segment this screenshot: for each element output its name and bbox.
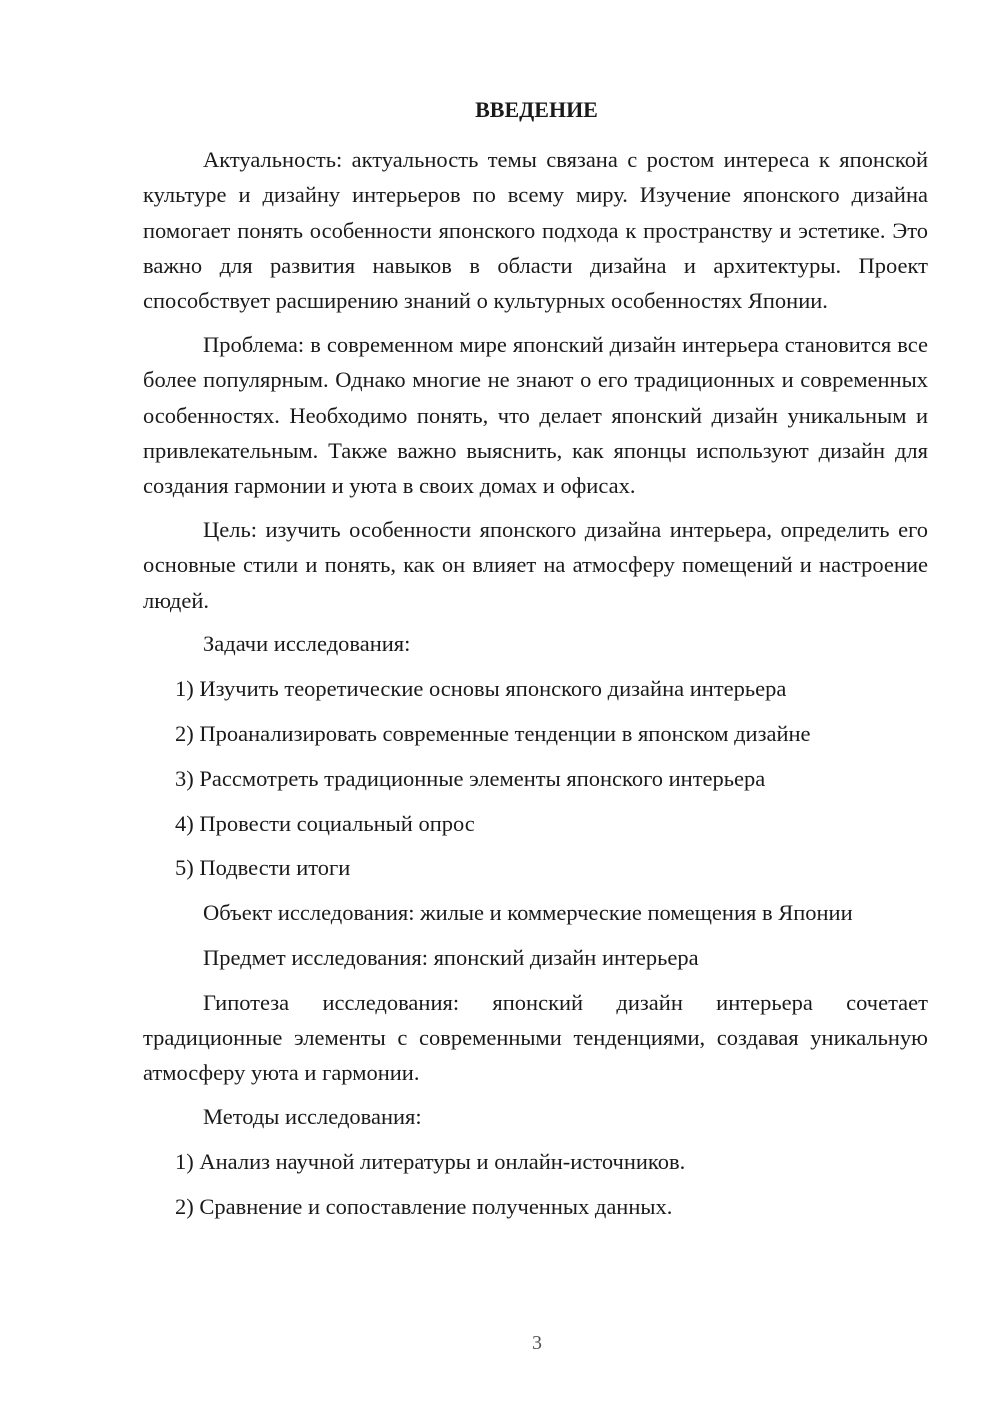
task-item: 3) Рассмотреть традиционные элементы японского интерьера [175,765,766,791]
method-item: 1) Анализ научной литературы и онлайн-источников. [175,1148,686,1174]
page-number: 3 [532,1332,542,1354]
goal-paragraph: Цель: изучить особенности японского дизайна интерьера, определить его основные стили и понять, как он влияет на атмосферу помещений и настроение людей. [143,516,928,613]
problem-paragraph: Проблема: в современном мире японский дизайн интерьера становится все более популярным. Однако многие не знают о его традиционных и современных особенностях. Необходимо понять, что делает японский дизайн уникальным и привлекательным. Также важно выяснить, как японцы используют дизайн для создания гармонии и уюта в своих домах и офисах. [143,331,928,499]
method-item: 2) Сравнение и сопоставление полученных данных. [175,1193,673,1219]
page-body [143,92,928,1234]
research-subject: Предмет исследования: японский дизайн интерьера [203,944,699,970]
task-item: 5) Подвести итоги [175,855,351,881]
relevance-paragraph: Актуальность: актуальность темы связана с ростом интереса к японской культуре и дизайну интерьеров по всему миру. Изучение японского дизайна помогает понять особенности японского подхода к пространству и эстетике. Это важно для развития навыков в области дизайна и архитектуры. Проект способствует расширению знаний о культурных особенностях Японии. [143,147,928,314]
task-item: 2) Проанализировать современные тенденции в японском дизайне [175,720,811,746]
page-title: ВВЕДЕНИЕ [475,97,598,122]
task-item: 1) Изучить теоретические основы японского дизайна интерьера [175,676,787,702]
methods-heading: Методы исследования: [203,1104,422,1130]
research-object: Объект исследования: жилые и коммерческие помещения в Японии [203,900,853,926]
tasks-heading: Задачи исследования: [203,631,411,657]
task-item: 4) Провести социальный опрос [175,810,475,836]
hypothesis-paragraph: Гипотеза исследования: японский дизайн интерьера сочетает традиционные элементы с современными тенденциями, создавая уникальную атмосферу уюта и гармонии. [143,989,928,1086]
